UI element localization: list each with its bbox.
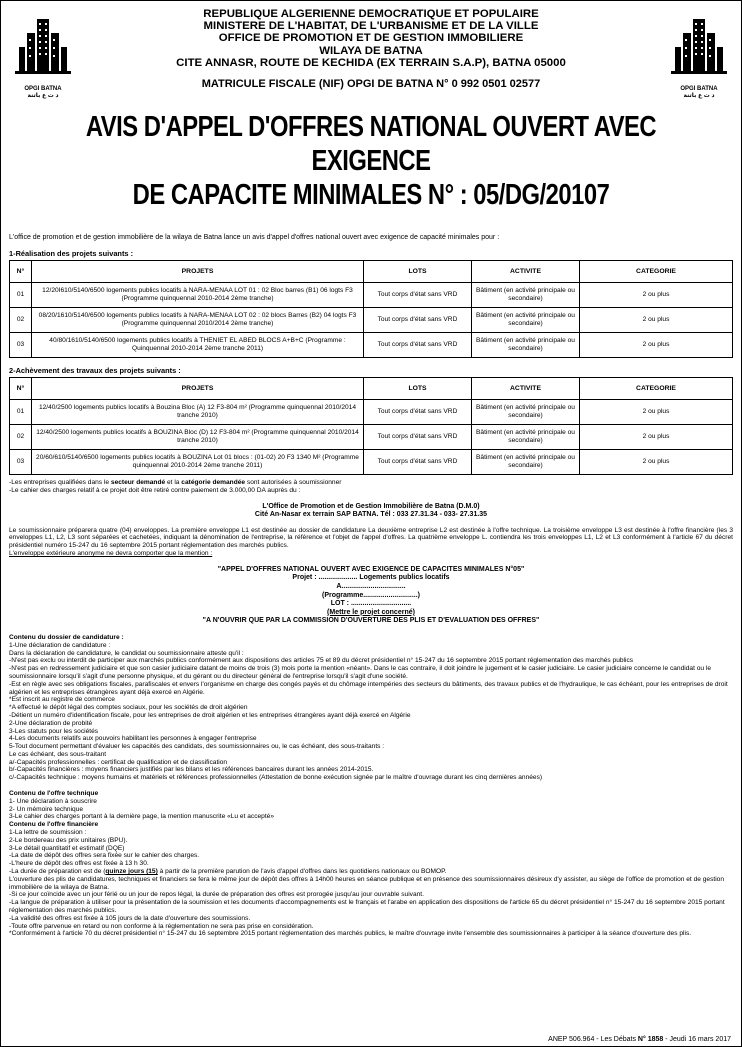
dossier-section — [9, 634, 733, 782]
list-item: -Est en règle avec ses obligations fiscales, parafiscales et envers l'organisme en charge des congés payés et du chômage intempéries des secteurs du bâtiments, des travaux publics et de l'hydraulique, le cas échéant, pour les entreprises de droit algérien et les entreprises étrangères ayant déjà exercé en Algérie. — [9, 680, 728, 696]
section1-table — [9, 260, 733, 358]
list-item: -La validité des offres est fixée à 105 jours de la date d'ouverture des soumissions. — [9, 914, 251, 922]
envelopes-paragraph: Le soumissionnaire préparera quatre (04) enveloppes. La première enveloppe L1 est destinée au dossier de candidature La deuxième entreprise L2 est destinée à l'offre technique. La troisième enveloppe L3 est destinée à l'offre financière (les 3 enveloppes L1, L2, L3 sont séparées et cachetées, indiquant la dénomination de l'entreprise, la référence et l'objet de l'appel d'offres. La quatrième enveloppe L. contiendra les trois enveloppes L1, L2 et L3 conformément à l'article 67 du décret présidentiel numéro 15-247 du 16 septembre 2015 portant réglementation des marchés publics. — [9, 526, 733, 550]
technique-section — [9, 790, 733, 938]
logo-caption: OPGI BATNA — [24, 86, 62, 92]
duration-highlight: quinze jours (15) — [105, 868, 158, 876]
opgi-logo-left — [13, 11, 73, 101]
cell-categorie: 2 ou plus — [580, 450, 733, 475]
text-span: à partir de la première parution de l'avis d'appel d'offres dans les quotidiens nationaux ou BOMOP. — [157, 868, 447, 876]
issue-number: N° 1858 — [637, 1036, 664, 1043]
office-contact — [9, 503, 733, 519]
cell-categorie: 2 ou plus — [580, 283, 733, 308]
eligibility-line — [9, 479, 733, 487]
cell-activite: Bâtiment (en activité principale ou secondaire) — [472, 333, 580, 358]
cell-projet: 12/20I610/5140/6500 logements publics locatifs à NARA-MENAA LOT 01 : 02 Bloc barres (B1) 06 logts F3 (Programme quinquennal 2010-2014 2ème tranche) — [32, 283, 364, 308]
col-categorie: CATEGORIE — [580, 261, 733, 283]
header-address: CITE ANNASR, ROUTE DE KECHIDA (EX TERRAIN S.A.P), BATNA 05000 — [176, 56, 566, 69]
office-address: Cité An-Nasar ex terrain SAP BATNA. Tél : 033 27.31.34 - 033- 27.31.35 — [254, 510, 488, 518]
table-header-row — [10, 378, 733, 400]
table-row — [10, 400, 733, 425]
list-item: -N'est pas en redressement judiciaire et que son casier judiciaire datant de moins de trois (3) mois porte la mention «néant». Dans le cas contraire, il doit joindre le jugement et le casier judiciaire. Le casier judiciaire concerne le candidat ou le soumissionnaire lorsqu'il s'agit d'une personne physique, et du gérant ou du directeur général de l'entreprise lorsqu'il s'agit d'une société. — [9, 665, 712, 680]
dossier-heading: Contenu du dossier de candidature : — [9, 633, 124, 641]
cell-num: 03 — [10, 450, 32, 475]
cell-num: 02 — [10, 425, 32, 450]
header-office: OFFICE DE PROMOTION ET DE GESTION IMMOBILIERE — [218, 32, 524, 45]
list-item: 2-Le bordereau des prix unitaires (BPU). — [9, 836, 128, 844]
list-item: 3-Le détail quantitatif et estimatif (DQE) — [9, 844, 125, 852]
cahier-charges-line: -Le cahier des charges relatif à ce projet doit être retiré contre paiement de 3.000,00 DA auprès du : — [9, 486, 301, 494]
text-span: et la — [165, 479, 182, 486]
col-lots: LOTS — [364, 261, 472, 283]
table-row — [10, 283, 733, 308]
list-item: *Est inscrit au registre de commerce — [9, 696, 115, 704]
title-line-2: DE CAPACITE MINIMALES N° : 05/DG/20107 — [132, 179, 610, 211]
office-name: L'Office de Promotion et de Gestion Immobilière de Batna (D.M.0) — [262, 502, 480, 510]
list-item: b/-Capacités financières : moyens financiers justifiés par les bilans et les références bancaires durant les années 2014-2015. — [9, 766, 374, 774]
list-item: 1-La lettre de soumission : — [9, 829, 87, 837]
logo-caption-ar: د ت ع باتنة — [683, 93, 715, 99]
mention-line: (Mettre le projet concerné) — [327, 608, 415, 616]
cell-categorie: 2 ou plus — [580, 400, 733, 425]
cell-lots: Tout corps d'état sans VRD — [364, 400, 472, 425]
list-item: *A effectué le dépôt légal des comptes sociaux, pour les sociétés de droit algérien — [9, 704, 248, 712]
mention-line: "A N'OUVRIR QUE PAR LA COMMISSION D'OUVERTURE DES PLIS ET D'EVALUATION DES OFFRES" — [202, 617, 540, 625]
list-item: 2-Une déclaration de probité — [9, 719, 93, 727]
table-row — [10, 425, 733, 450]
col-lots: LOTS — [364, 378, 472, 400]
cell-projet: 08/20/1610/5140/6500 logements publics locatifs à NARA-MENAA LOT 02 : 02 blocs Barres (B2) 04 logts F3 (Programme quinquennal 2010/2014 2ème tranche) — [32, 308, 364, 333]
col-activite: ACTIVITE — [472, 378, 580, 400]
col-projets: PROJETS — [32, 378, 364, 400]
section2-heading: 2-Achèvement des travaux des projets suivants : — [9, 366, 181, 375]
notice-title — [74, 110, 668, 212]
cell-activite: Bâtiment (en activité principale ou secondaire) — [472, 425, 580, 450]
logo-caption-ar: د ت ع باتنة — [27, 93, 59, 99]
mention-line: Projet : .................... Logements publics locatifs — [292, 574, 450, 582]
bold-span: catégorie demandée — [181, 479, 246, 486]
list-item: 4-Les documents relatifs aux pouvoirs habilitant les personnes à engager l'entreprise — [9, 735, 257, 743]
cell-categorie: 2 ou plus — [580, 425, 733, 450]
list-item: -L'heure de dépôt des offres est fixée à 13 h 30. — [9, 860, 149, 868]
mention-line: "APPEL D'OFFRES NATIONAL OUVERT AVEC EXIGENCE DE CAPACITES MINIMALES N°05" — [217, 565, 525, 573]
list-item: *Conformément à l'article 70 du décret présidentiel n° 15-247 du 16 septembre 2015 portant réglementation des marchés publics, le maître d'ouvrage invite l'ensemble des soumissionnaires à participer à la séance d'ouverture des plis. — [9, 930, 692, 938]
text-span: -La durée de préparation est de ( — [9, 868, 106, 876]
list-item: -La langue de préparation à utiliser pour la présentation de la soumission et les documents d'accompagnements est le français et l'arabe en application des dispositions de l'article 65 du décret présidentiel n° 15-247 du 16 septembre 2015 portant réglementation des marchés publics. — [9, 899, 725, 915]
table-row — [10, 308, 733, 333]
cell-projet: 12/40/2500 logements publics locatifs à Bouzina Bloc (A) 12 F3-804 m² (Programme quinquennal 2010/2014 tranche 2010) — [32, 400, 364, 425]
technique-heading: Contenu de l'offre technique — [9, 790, 99, 798]
list-item: -La date de dépôt des offres sera fixée sur le cahier des charges. — [9, 852, 200, 860]
list-item: 3-Le cahier des charges portant à la dernière page, la mention manuscrite «Lu et accepté» — [9, 813, 275, 821]
prep-duration-line — [9, 868, 733, 876]
bold-span: secteur demandé — [110, 479, 166, 486]
list-item: 3-Les statuts pour les sociétés — [9, 727, 99, 735]
list-item: 5-Tout document permettant d'évaluer les capacités des candidats, des soumissionnaires ou, le cas échéant, des sous-traitants : — [9, 743, 385, 751]
publication-date: - Jeudi 16 mars 2017 — [663, 1036, 731, 1043]
list-item: Dans la déclaration de candidature, le candidat ou soumissionnaire atteste qu'il : — [9, 649, 244, 657]
mention-line: LOT : ............................... — [330, 600, 412, 608]
publication-footer — [548, 1036, 731, 1043]
cell-lots: Tout corps d'état sans VRD — [364, 333, 472, 358]
list-item: -N'est pas exclu ou interdit de participer aux marchés publics conformément aux dispositions des articles 75 et 89 du décret présidentiel n° 15-247 du 16 septembre 2015 portant réglementation des marchés publics — [9, 657, 634, 665]
col-num: N° — [10, 378, 32, 400]
intro-text: L'office de promotion et de gestion immobilière de la wilaya de Batna lance un avis d'appel d'offres national ouvert avec exigence de capacité minimales pour : — [9, 234, 500, 241]
cell-num: 01 — [10, 283, 32, 308]
table-row — [10, 450, 733, 475]
table-header-row — [10, 261, 733, 283]
section1-heading: 1-Réalisation des projets suivants : — [9, 249, 134, 258]
text-span: sont autorisées à soumissionner — [245, 479, 342, 486]
col-categorie: CATEGORIE — [580, 378, 733, 400]
cell-activite: Bâtiment (en activité principale ou secondaire) — [472, 400, 580, 425]
col-projets: PROJETS — [32, 261, 364, 283]
letterhead — [9, 7, 733, 107]
list-item: L'ouverture des plis de candidatures, techniques et financiers se fera le même jour de dépôt des offres à 14h00 heures en séance publique et en présence des soumissionnaires désireux d'y assister, au siège de l'office de promotion et de gestion immobilière de la wilaya de Batna. — [9, 875, 724, 891]
cell-projet: 20/60/610/5140/6500 logements publics locatifs à BOUZINA Lot 01 blocs : (01-02) 20 F3 1340 M² (Programme quinquennal 2010-2014 2ème tranche 2011) — [32, 450, 364, 475]
list-item: 1-Une déclaration de candidature : — [9, 641, 111, 649]
cell-num: 02 — [10, 308, 32, 333]
header-wilaya: WILAYA DE BATNA — [319, 44, 423, 57]
header-republic: REPUBLIQUE ALGERIENNE DEMOCRATIQUE ET POPULAIRE — [203, 8, 539, 20]
cell-projet: 12/40/2500 logements publics locatifs à BOUZINA Bloc (D) 12 F3-804 m² (Programme quinquennal 2010/2014 tranche 2010) — [32, 425, 364, 450]
cell-lots: Tout corps d'état sans VRD — [364, 308, 472, 333]
list-item: -Toute offre parvenue en retard ou non conforme à la réglementation ne sera pas prise en considération. — [9, 922, 314, 930]
envelope-mention-label: L'enveloppe extérieure anonyme ne devra comporter que la mention : — [9, 549, 213, 557]
list-item: Le cas échéant, des sous-traitant — [9, 750, 107, 758]
eligibility-text — [9, 479, 733, 495]
opgi-logo-right — [669, 11, 729, 101]
cell-lots: Tout corps d'état sans VRD — [364, 425, 472, 450]
envelope-mention-block — [9, 566, 733, 626]
mention-line: A................................. — [336, 582, 406, 590]
cell-lots: Tout corps d'état sans VRD — [364, 283, 472, 308]
financiere-heading: Contenu de l'offre financière — [9, 821, 99, 829]
table-row — [10, 333, 733, 358]
cell-activite: Bâtiment (en activité principale ou secondaire) — [472, 450, 580, 475]
list-item: -Détient un numéro d'identification fiscale, pour les entreprises de droit algérien et les entreprises étrangères ayant déjà exercé en Algérie — [9, 711, 411, 719]
cell-categorie: 2 ou plus — [580, 308, 733, 333]
title-line-1: AVIS D'APPEL D'OFFRES NATIONAL OUVERT AVEC EXIGENCE — [85, 111, 657, 177]
mention-line: (Programme............................) — [321, 591, 421, 599]
section2-table — [9, 377, 733, 475]
text-span: -Les entreprises qualifiées dans le — [9, 479, 111, 486]
cell-num: 03 — [10, 333, 32, 358]
list-item: -Si ce jour coïncide avec un jour férié ou un jour de repos légal, la durée de préparation des offres est prorogée jusqu'au jour ouvrable suivant. — [9, 891, 424, 899]
logo-caption: OPGI BATNA — [680, 86, 718, 92]
col-num: N° — [10, 261, 32, 283]
header-ministry: MINISTERE DE L'HABITAT, DE L'URBANISME ET DE LA VILLE — [203, 20, 539, 33]
list-item: c/-Capacités technique : moyens humains et matériels et références professionnelles (Attestation de bonne exécution signée par le maître d'ouvrage durant les cinq dernières années) — [9, 774, 543, 782]
cell-lots: Tout corps d'état sans VRD — [364, 450, 472, 475]
cell-categorie: 2 ou plus — [580, 333, 733, 358]
anep-ref: ANEP 506.964 — [548, 1036, 595, 1043]
cell-activite: Bâtiment (en activité principale ou secondaire) — [472, 308, 580, 333]
header-nif: MATRICULE FISCALE (NIF) OPGI DE BATNA N° 0 992 0501 02577 — [201, 78, 541, 91]
cell-num: 01 — [10, 400, 32, 425]
letterhead-text — [9, 7, 733, 69]
cell-activite: Bâtiment (en activité principale ou secondaire) — [472, 283, 580, 308]
cell-projet: 40/80/1610/5140/6500 logements publics locatifs à THENIET EL ABED BLOCS A+B+C (Programme : Quinquennal 2010-2014 2ème tranche 2011) — [32, 333, 364, 358]
list-item: 1- Une déclaration à souscrire — [9, 797, 97, 805]
text-span: - Les Débats — [594, 1036, 638, 1043]
col-activite: ACTIVITE — [472, 261, 580, 283]
list-item: 2- Un mémoire technique — [9, 805, 84, 813]
list-item: a/-Capacités professionnelles : certificat de qualification et de classification — [9, 758, 228, 766]
